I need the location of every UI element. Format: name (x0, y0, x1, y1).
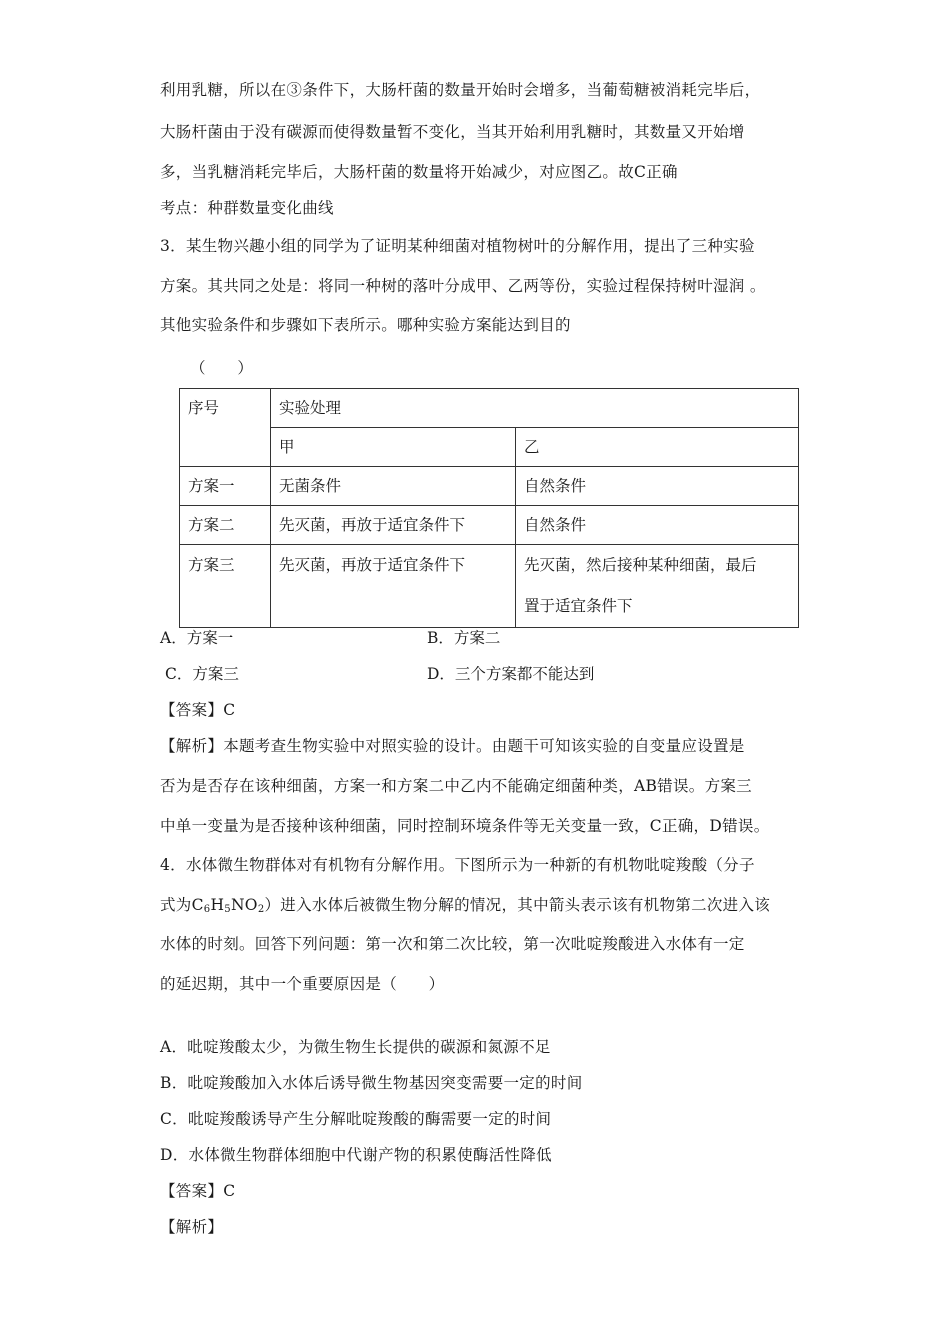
q4-stem-line-3: 水体的时刻。回答下列问题：第一次和第二次比较，第一次吡啶羧酸进入水体有一定 (160, 935, 745, 953)
prev-answer-line-2: 大肠杆菌由于没有碳源而使得数量暂不变化，当其开始利用乳糖时，其数量又开始增 (160, 123, 745, 141)
q3-answer: 【答案】C (160, 701, 236, 719)
row-jia: 无菌条件 (271, 467, 516, 506)
q3-analysis-line-2: 否为是否存在该种细菌，方案一和方案二中乙内不能确定细菌种类，AB错误。方案三 (160, 777, 752, 795)
row-yi-line-2: 置于适宜条件下 (524, 597, 633, 615)
prev-answer-line-1: 利用乳糖，所以在③条件下，大肠杆菌的数量开始时会增多，当葡萄糖被消耗完毕后， (160, 81, 761, 99)
q4-stem-line-4: 的延迟期，其中一个重要原因是（ ） (160, 975, 445, 993)
table-row (180, 545, 799, 628)
header-jia: 甲 (271, 428, 516, 467)
q4-option-a: A．吡啶羧酸太少，为微生物生长提供的碳源和氮源不足 (160, 1038, 551, 1056)
formula-sub-5: 5 (224, 904, 231, 915)
formula-sub-2: 2 (257, 904, 265, 915)
row-jia: 先灭菌，再放于适宜条件下 (271, 506, 516, 545)
formula-h: H (210, 896, 225, 914)
header-xuhao: 序号 (180, 389, 271, 467)
row-yi: 自然条件 (516, 506, 799, 545)
q4-option-c: C．吡啶羧酸诱导产生分解吡啶羧酸的酶需要一定的时间 (160, 1110, 552, 1128)
formula-no: NO (230, 896, 258, 914)
row-yi: 自然条件 (516, 467, 799, 506)
q3-stem-line-2: 方案。其共同之处是：将同一种树的落叶分成甲、乙两等份，实验过程保持树叶湿润 。 (160, 277, 766, 295)
q4-stem-line-2-rest: ）进入水体后被微生物分解的情况，其中箭头表示该有机物第二次进入该 (264, 896, 771, 914)
formula-sub-6: 6 (203, 904, 211, 915)
q4-answer: 【答案】C (160, 1182, 236, 1200)
table-row (180, 428, 799, 467)
row-jia: 先灭菌，再放于适宜条件下 (271, 545, 516, 628)
q3-option-d: D．三个方案都不能达到 (427, 665, 595, 683)
q4-analysis-label: 【解析】 (160, 1218, 224, 1236)
q4-stem-line-2 (160, 893, 770, 915)
row-name: 方案二 (180, 506, 271, 545)
q4-option-b: B．吡啶羧酸加入水体后诱导微生物基因突变需要一定的时间 (160, 1074, 583, 1092)
q3-stem-line-3: 其他实验条件和步骤如下表所示。哪种实验方案能达到目的 (160, 316, 571, 334)
prev-answer-line-3: 多，当乳糖消耗完毕后，大肠杆菌的数量将开始减少，对应图乙。故C正确 (160, 163, 678, 181)
table-row (180, 389, 799, 428)
table-row (180, 506, 799, 545)
q3-option-a: A．方案一 (160, 629, 234, 647)
q3-analysis-line-1: 【解析】本题考查生物实验中对照实验的设计。由题干可知该实验的自变量应设置是 (160, 737, 745, 755)
row-name: 方案一 (180, 467, 271, 506)
q3-analysis-line-3: 中单一变量为是否接种该种细菌，同时控制环境条件等无关变量一致，C正确，D错误。 (160, 817, 770, 835)
q4-stem-line-1: 4．水体微生物群体对有机物有分解作用。下图所示为一种新的有机物吡啶羧酸（分子 (160, 856, 755, 874)
row-yi-line-1: 先灭菌，然后接种某种细菌，最后 (524, 556, 757, 574)
header-chuli: 实验处理 (271, 389, 799, 428)
experiment-table (179, 388, 799, 628)
formula-c: 式为C (160, 896, 204, 914)
row-yi-cell (516, 545, 799, 628)
kaodian-line: 考点：种群数量变化曲线 (160, 199, 334, 217)
q3-option-c: C．方案三 (165, 665, 239, 683)
row-name: 方案三 (180, 545, 271, 628)
q3-answer-paren: （ ） (190, 359, 254, 377)
header-yi: 乙 (516, 428, 799, 467)
table-row (180, 467, 799, 506)
q4-option-d: D．水体微生物群体细胞中代谢产物的积累使酶活性降低 (160, 1146, 552, 1164)
q3-stem-line-1: 3．某生物兴趣小组的同学为了证明某种细菌对植物树叶的分解作用，提出了三种实验 (160, 237, 755, 255)
q3-option-b: B．方案二 (427, 629, 501, 647)
